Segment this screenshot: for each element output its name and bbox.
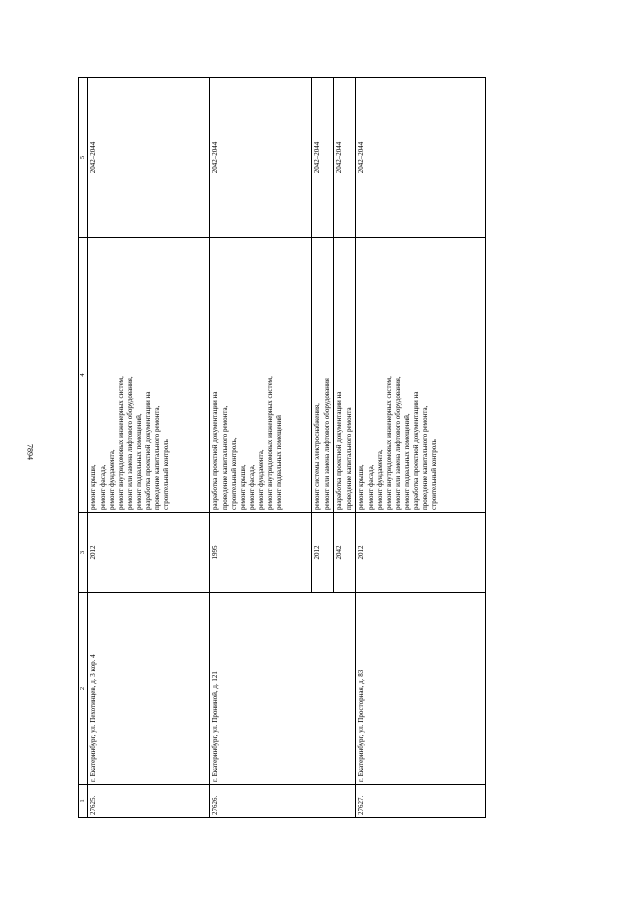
period-cell: 2042–2044 <box>334 78 356 238</box>
period-cell: 2042–2044 <box>356 78 486 238</box>
table-row <box>356 78 486 818</box>
period-cell: 2042–2044 <box>210 78 312 238</box>
rotated-page <box>78 78 494 818</box>
header-col-2: 2 <box>79 593 88 785</box>
address-cell: г. Екатеринбург, ул. Прониной, д. 121 <box>210 593 356 785</box>
row-number: 27627. <box>356 785 486 818</box>
works-cell: разработка проектной документации на проведение капитального ремонта <box>334 238 356 513</box>
header-col-1: 1 <box>79 785 88 818</box>
works-cell: ремонт крыши, ремонт фасада, ремонт фундамента, ремонт внутридомовых инженерных систем, ремонт или замена лифтового оборудования, ремонт подвальных помещений, разработка проектной документации на проведение капитального ремонта, строительный контроль <box>88 238 210 513</box>
header-col-5: 5 <box>79 78 88 238</box>
header-row <box>79 78 88 818</box>
address-cell: г. Екатеринбург, ул. Пехотинцев, д. 3 кор. 4 <box>88 593 210 785</box>
repair-schedule-table <box>78 77 486 818</box>
year-cell: 2012 <box>312 513 334 593</box>
table-row <box>210 78 312 818</box>
row-number: 27626. <box>210 785 356 818</box>
page-number: 7894 <box>25 444 35 460</box>
table-row <box>88 78 210 818</box>
period-cell: 2042–2044 <box>312 78 334 238</box>
works-cell: разработка проектной документации на проведение капитального ремонта, строительный контроль, ремонт крыши, ремонт фасада, ремонт фундамента, ремонт внутридомовых инженерных систем, ремонт подвальных помещений <box>210 238 312 513</box>
year-cell: 1995 <box>210 513 312 593</box>
year-cell: 2012 <box>356 513 486 593</box>
address-cell: г. Екатеринбург, ул. Просторная, д. 83 <box>356 593 486 785</box>
period-cell: 2042–2044 <box>88 78 210 238</box>
works-cell: ремонт системы электроснабжения, ремонт или замена лифтового оборудования <box>312 238 334 513</box>
works-cell: ремонт крыши, ремонт фасада, ремонт фундамента, ремонт внутридомовых инженерных систем, ремонт или замена лифтового оборудования, ремонт подвальных помещений, разработка проектной документации на проведение капитального ремонта, строительный контроль <box>356 238 486 513</box>
row-number: 27625. <box>88 785 210 818</box>
year-cell: 2042 <box>334 513 356 593</box>
year-cell: 2012 <box>88 513 210 593</box>
header-col-3: 3 <box>79 513 88 593</box>
header-col-4: 4 <box>79 238 88 513</box>
